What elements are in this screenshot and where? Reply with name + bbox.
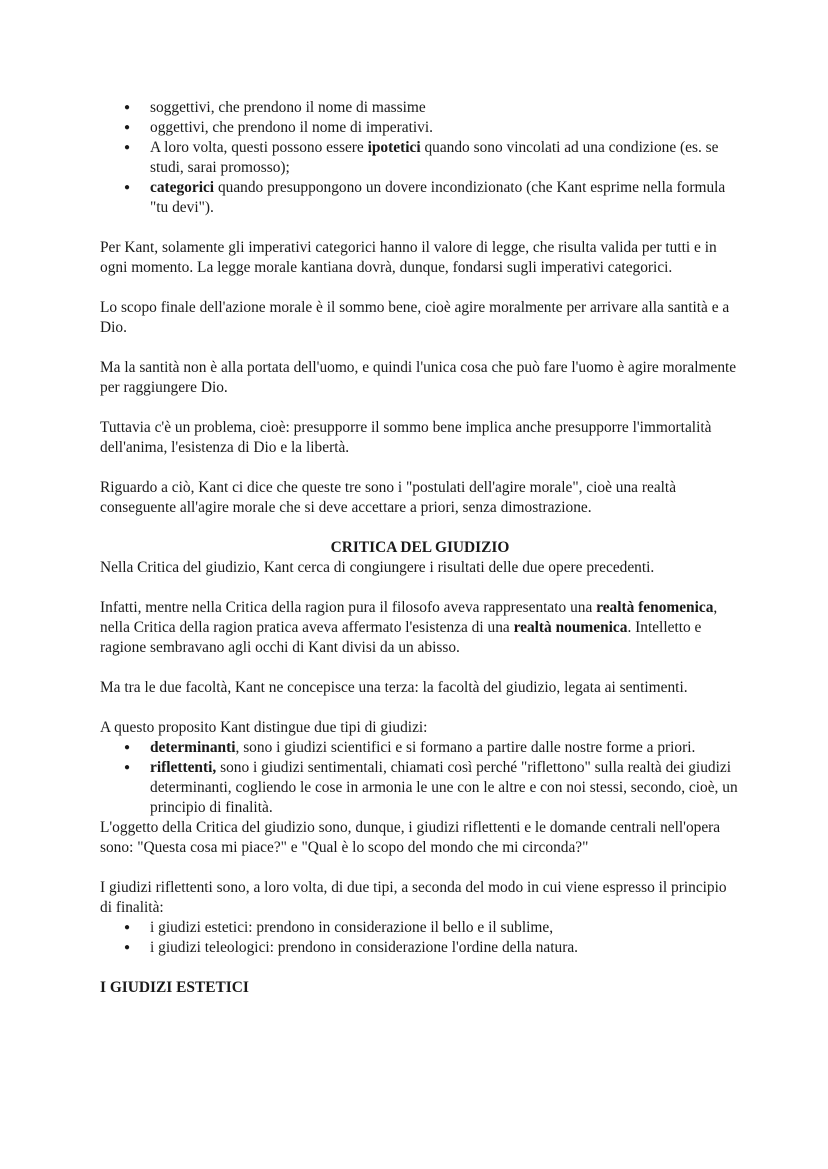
paragraph: L'oggetto della Critica del giudizio sono, dunque, i giudizi riflettenti e le domande centrali nell'opera sono: "Questa cosa mi piace?" e "Qual è lo scopo del mondo che mi circonda?" (100, 819, 721, 856)
paragraph: I giudizi riflettenti sono, a loro volta, di due tipi, a seconda del modo in cui viene espresso il principio di finalità: (100, 879, 727, 916)
paragraph: Lo scopo finale dell'azione morale è il sommo bene, cioè agire moralmente per arrivare alla santità e a Dio. (100, 299, 730, 336)
paragraph: Per Kant, solamente gli imperativi categorici hanno il valore di legge, che risulta valida per tutti e in ogni momento. La legge morale kantiana dovrà, dunque, fondarsi sugli imperativi categorici. (100, 239, 717, 276)
paragraph: Nella Critica del giudizio, Kant cerca di congiungere i risultati delle due opere precedenti. (100, 559, 655, 576)
bold-term: categorici (150, 179, 215, 196)
section-heading: I GIUDIZI ESTETICI (100, 979, 249, 996)
bold-term: riflettenti, (150, 759, 217, 776)
bold-term: realtà fenomenica (596, 599, 714, 616)
list-item: ● A loro volta, questi possono essere ipotetici quando sono vincolati ad una condizione (es. se studi, sarai promosso); (100, 138, 740, 178)
document-page (100, 98, 740, 998)
imperatives-list (100, 98, 740, 218)
paragraph: Infatti, mentre nella Critica della ragion pura il filosofo aveva rappresentato una realtà fenomenica, nella Critica della ragion pratica aveva affermato l'esistenza di una realtà noumenica. Intelletto e ragione sembravano agli occhi di Kant divisi da un abisso. (100, 599, 718, 656)
list-item: ● categorici quando presuppongono un dovere incondizionato (che Kant esprime nella formula "tu devi"). (100, 178, 740, 218)
bold-term: determinanti (150, 739, 236, 756)
list-item: ● riflettenti, sono i giudizi sentimentali, chiamati così perché "riflettono" sulla realtà dei giudizi determinanti, cogliendo le cose in armonia le une con le altre e con noi stessi, secondo, cioè, un principio di finalità. (100, 758, 740, 818)
paragraph: Ma la santità non è alla portata dell'uomo, e quindi l'unica cosa che può fare l'uomo è agire moralmente per raggiungere Dio. (100, 359, 737, 396)
paragraph: Ma tra le due facoltà, Kant ne concepisce una terza: la facoltà del giudizio, legata ai sentimenti. (100, 679, 688, 696)
judgments-list (100, 738, 740, 818)
list-item: ● determinanti, sono i giudizi scientifici e si formano a partire dalle nostre forme a priori. (100, 738, 740, 758)
bold-term: ipotetici (367, 139, 421, 156)
list-item: ● i giudizi estetici: prendono in considerazione il bello e il sublime, (100, 918, 740, 938)
paragraph: Tuttavia c'è un problema, cioè: presupporre il sommo bene implica anche presupporre l'immortalità dell'anima, l'esistenza di Dio e la libertà. (100, 419, 712, 456)
paragraph: Riguardo a ciò, Kant ci dice che queste tre sono i "postulati dell'agire morale", cioè una realtà conseguente all'agire morale che si deve accettare a priori, senza dimostrazione. (100, 479, 677, 516)
section-title: CRITICA DEL GIUDIZIO (330, 539, 510, 556)
paragraph: A questo proposito Kant distingue due tipi di giudizi: (100, 719, 428, 736)
list-item: ● soggettivi, che prendono il nome di massime (100, 98, 740, 118)
bold-term: realtà noumenica (513, 619, 628, 636)
list-item: ● i giudizi teleologici: prendono in considerazione l'ordine della natura. (100, 938, 740, 958)
list-item: ● oggettivi, che prendono il nome di imperativi. (100, 118, 740, 138)
reflective-judgments-list (100, 918, 740, 958)
